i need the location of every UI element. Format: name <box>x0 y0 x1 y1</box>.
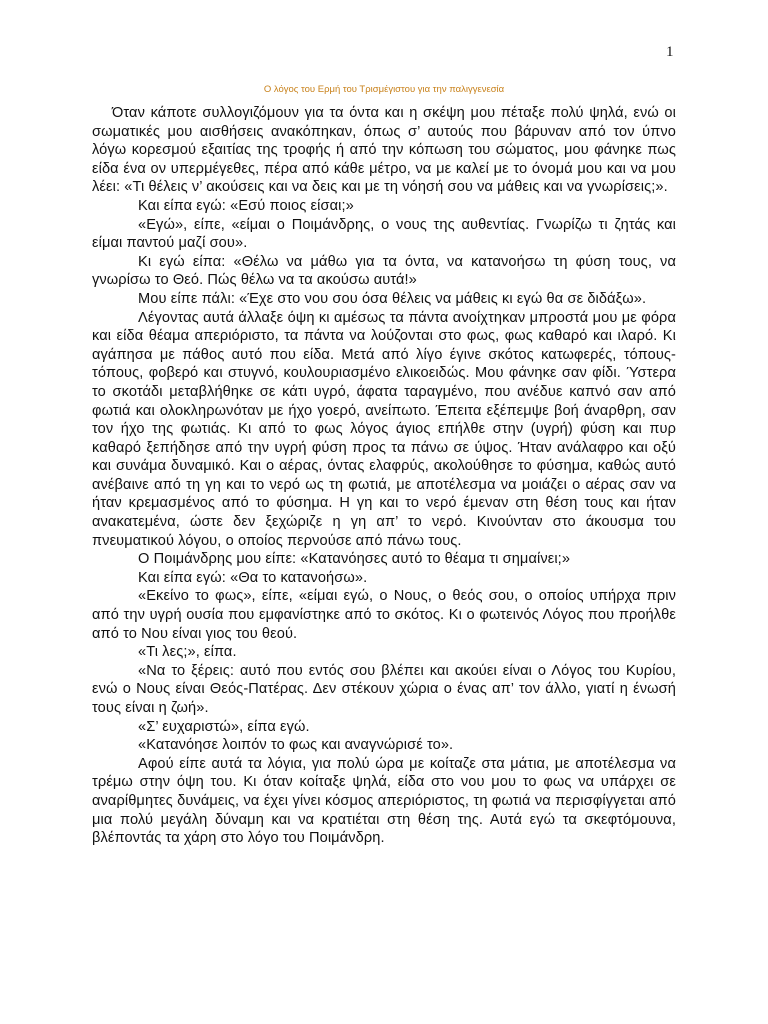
paragraph: Όταν κάποτε συλλογιζόμουν για τα όντα και η σκέψη μου πέταξε πολύ ψηλά, ενώ οι σωματικές μου αισθήσεις ανακόπηκαν, όπως σ’ αυτούς που βάρυναν από τον ύπνο λόγω κορεσμού εξαιτίας της τροφής ή από την κόπωση του σώματος, μου φάνηκε πως είδα ένα ον υπερμέγεθες, πέρα από κάθε μέτρο, να με καλεί με το όνομά μου και να μου λέει: «Τι θέλεις ν’ ακούσεις και να δεις και με τη νόησή σου να μάθεις και να γνωρίσεις;». <box>92 105 676 196</box>
paragraph: Και είπα εγώ: «Εσύ ποιος είσαι;» <box>138 197 354 214</box>
paragraph: «Να το ξέρεις: αυτό που εντός σου βλέπει και ακούει είναι ο Λόγος του Κυρίου, ενώ ο Νους είναι Θεός-Πατέρας. Δεν στέκουν χώρια ο ένας απ’ τον άλλο, γιατί η ένωσή τους είναι η ζωή». <box>92 662 676 716</box>
document-title-link[interactable]: Ο λόγος του Ερμή του Τρισμέγιστου για την παλιγγενεσία <box>263 84 505 95</box>
paragraph: Ο Ποιμάνδρης μου είπε: «Κατανόησες αυτό το θέαμα τι σημαίνει;» <box>138 551 571 568</box>
paragraph: Λέγοντας αυτά άλλαξε όψη κι αμέσως τα πάντα ανοίχτηκαν μπροστά μου με φόρα και είδα θέαμα απεριόριστο, τα πάντα να λούζονται στο φως, φως καθαρό και ιλαρό. Κι αγάπησα με πάθος αυτό που είδα. Μετά από λίγο έγινε σκότος κατωφερές, τόπους-τόπους, φοβερό και στυγνό, κουλουριασμένο ελικοειδώς. Μου φάνηκε σαν φίδι. Ύστερα το σκοτάδι μεταβλήθηκε σε κάτι υγρό, άφατα ταραγμένο, που ανέδυε καπνό σαν από φωτιά και ολοκληρωνόταν με ήχο γοερό, ανείπωτο. Έπειτα εξέπεμψε βοή άναρθρη, σαν τον ήχο της φωτιάς. Κι από το φως λόγος άγιος επήλθε στην (υγρή) φύση και πυρ καθαρό ξεπήδησε από την υγρή φύση προς τα πάνω σε ύψος. Ήταν ανάλαφρο και οξύ και συνάμα δυναμικό. Και ο αέρας, όντας ελαφρύς, ακολούθησε το φύσημα, καθώς αυτό ανέβαινε από τη γη και το νερό ως τη φωτιά, με αποτέλεσμα να μοιάζει ο αέρας σαν να ήταν κρεμασμένος από το φύσημα. Η γη και το νερό έμεναν στη θέση τους και ήταν ανακατεμένα, ώστε δεν ξεχώριζε η γη απ’ το νερό. Κινούνταν στο άκουσμα του πνευματικού λόγου, ο οποίος περνούσε από πάνω τους. <box>92 309 676 549</box>
paragraph: Αφού είπε αυτά τα λόγια, για πολύ ώρα με κοίταζε στα μάτια, με αποτέλεσμα να τρέμω στην όψη του. Κι όταν κοίταξε ψηλά, είδα στο νου μου το φως να υπάρχει σε αναρίθμητες δυνάμεις, να έχει γίνει κόσμος απεριόριστος, τη φωτιά να περισφίγγεται από μια πολύ μεγάλη δύναμη και να κρατιέται στη θέση της. Αυτά εγώ τα σκεφτόμουνα, βλέποντάς τα χάρη στο λόγο του Ποιμάνδρη. <box>92 755 676 847</box>
document-body <box>92 104 676 848</box>
paragraph: Κι εγώ είπα: «Θέλω να μάθω για τα όντα, να κατανοήσω τη φύση τους, να γνωρίσω το Θεό. Πώς θέλω να τα ακούσω αυτά!» <box>92 253 676 289</box>
paragraph: «Σ’ ευχαριστώ», είπα εγώ. <box>138 718 310 735</box>
paragraph: «Εγώ», είπε, «είμαι ο Ποιμάνδρης, ο νους της αυθεντίας. Γνωρίζω τι ζητάς και είμαι παντού μαζί σου». <box>92 216 676 252</box>
paragraph: «Κατανόησε λοιπόν το φως και αναγνώρισέ το». <box>138 737 454 754</box>
paragraph: Και είπα εγώ: «Θα το κατανοήσω». <box>138 569 368 586</box>
paragraph: Μου είπε πάλι: «Έχε στο νου σου όσα θέλεις να μάθεις κι εγώ θα σε διδάξω». <box>138 290 647 307</box>
page-number: 1 <box>666 44 674 60</box>
paragraph: «Τι λες;», είπα. <box>138 644 237 661</box>
paragraph: «Εκείνο το φως», είπε, «είμαι εγώ, ο Νους, ο θεός σου, ο οποίος υπήρχα πριν από την υγρή ουσία που εμφανίστηκε από το σκότος. Κι ο φωτεινός Λόγος που προήλθε από το Νου είναι γιος του θεού. <box>92 588 676 642</box>
